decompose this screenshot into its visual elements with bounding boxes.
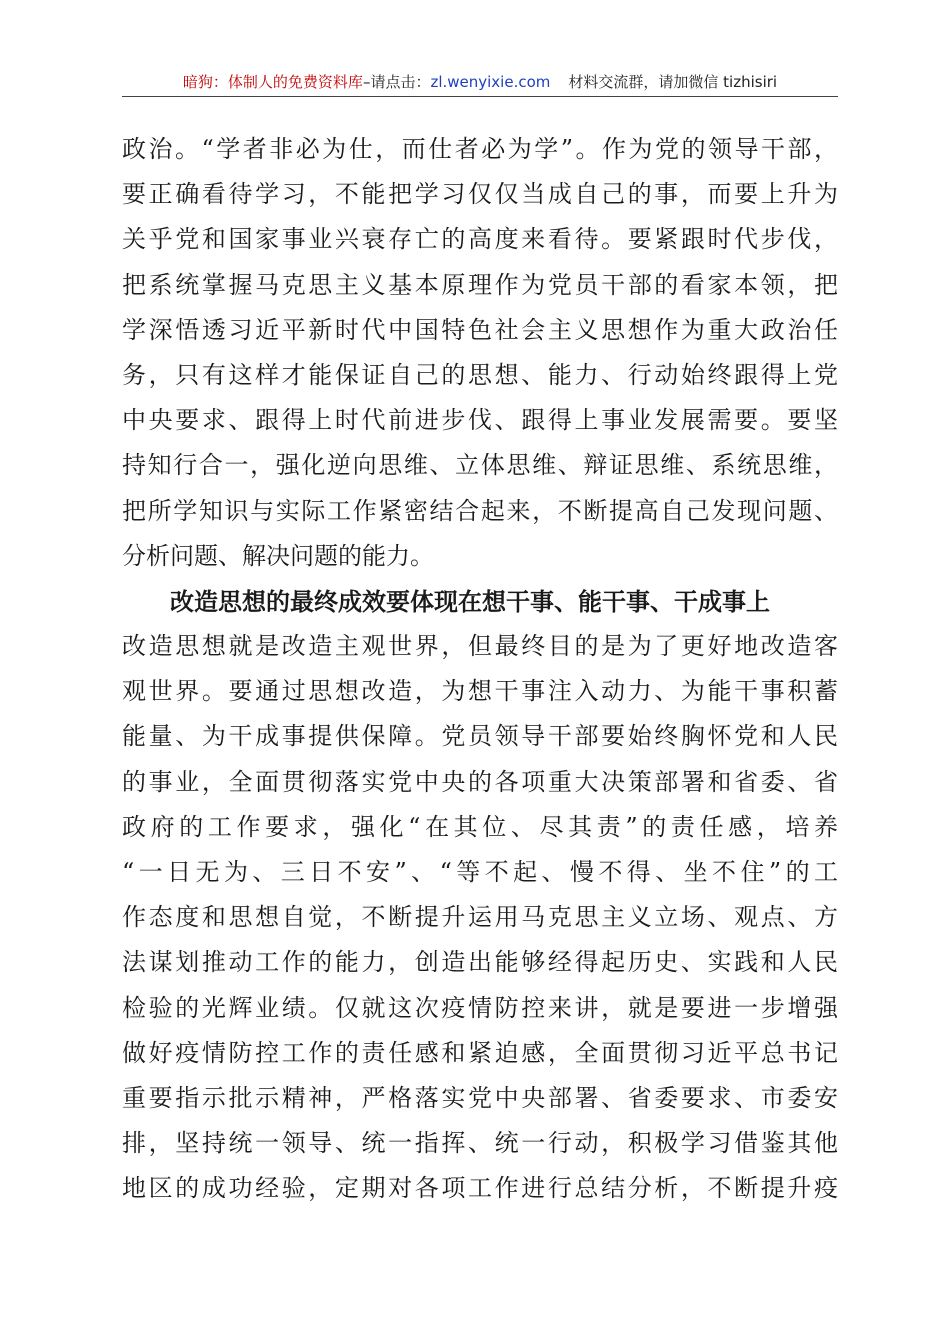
page-header xyxy=(122,68,838,97)
text-line: 分析问题、解决问题的能力。 xyxy=(122,541,434,570)
text-line: 排，坚持统一领导、统一指挥、统一行动，积极学习借鉴其他 xyxy=(122,1129,838,1158)
text-line: 务，只有这样才能保证自己的思想、能力、行动始终跟得上党 xyxy=(122,360,838,389)
header-click-prompt: –请点击： xyxy=(362,73,431,91)
text-line: 观世界。要通过思想改造，为想干事注入动力、为能干事积蓄 xyxy=(122,677,838,706)
text-line: 的事业，全面贯彻落实党中央的各项重大决策部署和省委、省 xyxy=(122,767,838,796)
header-contact: 材料交流群，请加微信 tizhisiri xyxy=(568,73,778,91)
text-line: 把所学知识与实际工作紧密结合起来，不断提高自己发现问题、 xyxy=(122,496,838,525)
text-line: 中央要求、跟得上时代前进步伐、跟得上事业发展需要。要坚 xyxy=(122,406,838,435)
text-line: 把系统掌握马克思主义基本原理作为党员干部的看家本领，把 xyxy=(122,270,838,299)
text-line: 政府的工作要求，强化“在其位、尽其责”的责任感，培养 xyxy=(122,812,838,841)
section-heading: 改造思想的最终成效要体现在想干事、能干事、干成事上 xyxy=(170,586,770,616)
text-line: 政治。“学者非必为仕，而仕者必为学”。作为党的领导干部， xyxy=(122,135,838,163)
text-line: 能量、为干成事提供保障。党员领导干部要始终胸怀党和人民 xyxy=(122,722,838,751)
text-line: 作态度和思想自觉，不断提升运用马克思主义立场、观点、方 xyxy=(122,903,838,932)
text-line: 检验的光辉业绩。仅就这次疫情防控来讲，就是要进一步增强 xyxy=(122,993,838,1022)
text-line: 持知行合一，强化逆向思维、立体思维、辩证思维、系统思维， xyxy=(122,451,838,480)
text-line: 法谋划推动工作的能力，创造出能够经得起历史、实践和人民 xyxy=(122,948,838,977)
document-body xyxy=(122,127,838,1212)
text-line: 做好疫情防控工作的责任感和紧迫感，全面贯彻习近平总书记 xyxy=(122,1038,838,1067)
text-line: 地区的成功经验，定期对各项工作进行总结分析，不断提升疫 xyxy=(122,1174,838,1203)
text-line: 关乎党和国家事业兴衰存亡的高度来看待。要紧跟时代步伐， xyxy=(122,225,838,254)
header-link[interactable]: zl.wenyixie.com xyxy=(430,73,551,91)
text-line: “一日无为、三日不安”、“等不起、慢不得、坐不住”的工 xyxy=(122,858,838,886)
text-line: 学深悟透习近平新时代中国特色社会主义思想作为重大政治任 xyxy=(122,315,838,344)
text-line: 重要指示批示精神，严格落实党中央部署、省委要求、市委安 xyxy=(122,1083,838,1112)
text-line: 要正确看待学习，不能把学习仅仅当成自己的事，而要上升为 xyxy=(122,180,838,209)
text-line: 改造思想就是改造主观世界，但最终目的是为了更好地改造客 xyxy=(122,632,838,661)
header-source-name: 暗狗：体制人的免费资料库 xyxy=(182,73,363,91)
